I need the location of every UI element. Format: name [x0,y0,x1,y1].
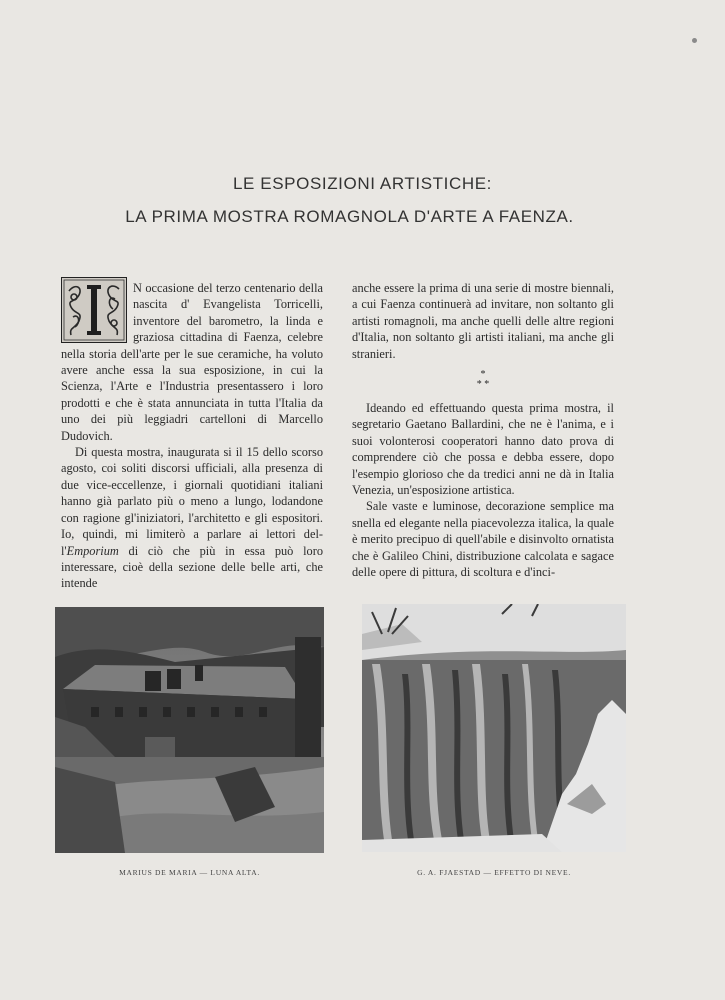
page-speck [692,38,697,43]
figure-caption-right: G. A. FJAESTAD — EFFETTO DI NEVE. [417,868,571,877]
section-separator [352,362,614,400]
left-paragraph-2-text-b: di ciò che più in essa può loro interessare, cioè della sezione delle belle arti, che intende [61,543,323,591]
separator-bottom-stars: * * [476,379,490,391]
snow-reflection-painting [362,604,626,852]
left-paragraph-1-text: N occasione del terzo centenario della nascita d' Evangelista Torricelli, inventore del barometro, la linda e graziosa cittadina di Faenza, celebre nella storia dell'arte per le sue ceramiche, ha voluto avere anche essa la sua esposizione, in cui la Scienza, l'Arte e l'Industria presentassero i loro prodotti e che è stata annunciata in tutta l'Italia da uno dei più leggiadri cartelloni di Marcello Dudovich. [61,281,323,443]
heading-line-2: LA PRIMA MOSTRA ROMAGNOLA D'ARTE A FAENZA. [125,207,574,226]
emporium-title: Emporium [66,543,119,558]
right-paragraph-1: anche essere la prima di una serie di mostre biennali, a cui Faenza continuerà ad invitare, non soltanto gli artisti romagnoli, ma anche quelli delle altre regioni d'Italia, non soltanto gli artisti italiani, ma anche gli stranieri. [352,281,614,361]
left-paragraph-2-text-a: Di questa mostra, inaugurata si il 15 dello scorso agosto, coi soliti discorsi ufficiali, alla presenza di due vice-eccellenze, i giornali quotidiani italiani hanno già parlato più o meno a lungo, lodandone con ragione gl'iniziatori, l'architetto e gli espositori. Io, quindi, mi limiterò a parlare ai lettori del-l' [61,445,323,558]
left-paragraph-2 [61,444,323,592]
right-paragraph-2: Ideando ed effettuando questa prima mostra, il segretario Gaetano Ballardini, che ne è l'anima, e i suoi volonterosi cooperatori hanno dato prova di comprendere ciò che possa e debba essere, dopo l'esempio glorioso che da tredici anni ne dà in Italia Venezia, un'esposizione artistica. [352,401,614,498]
left-paragraph-1 [61,280,323,444]
ornamental-drop-cap-icon [61,277,127,343]
right-column [352,280,614,581]
figure-caption-left: MARIUS DE MARIA — LUNA ALTA. [119,868,260,877]
right-paragraph-3: Sale vaste e luminose, decorazione semplice ma snella ed elegante nella piacevolezza italica, la quale è merito precipuo di quell'abile e disinvolto ornatista che è Galileo Chini, distribuzione calcolata e sagace delle opere di pittura, di scoltura e d'inci- [352,499,614,580]
separator-top-star: * [480,369,486,381]
heading-line-1: LE ESPOSIZIONI ARTISTICHE: [232,174,492,193]
left-column [61,280,323,592]
mountain-village-painting [55,607,324,853]
